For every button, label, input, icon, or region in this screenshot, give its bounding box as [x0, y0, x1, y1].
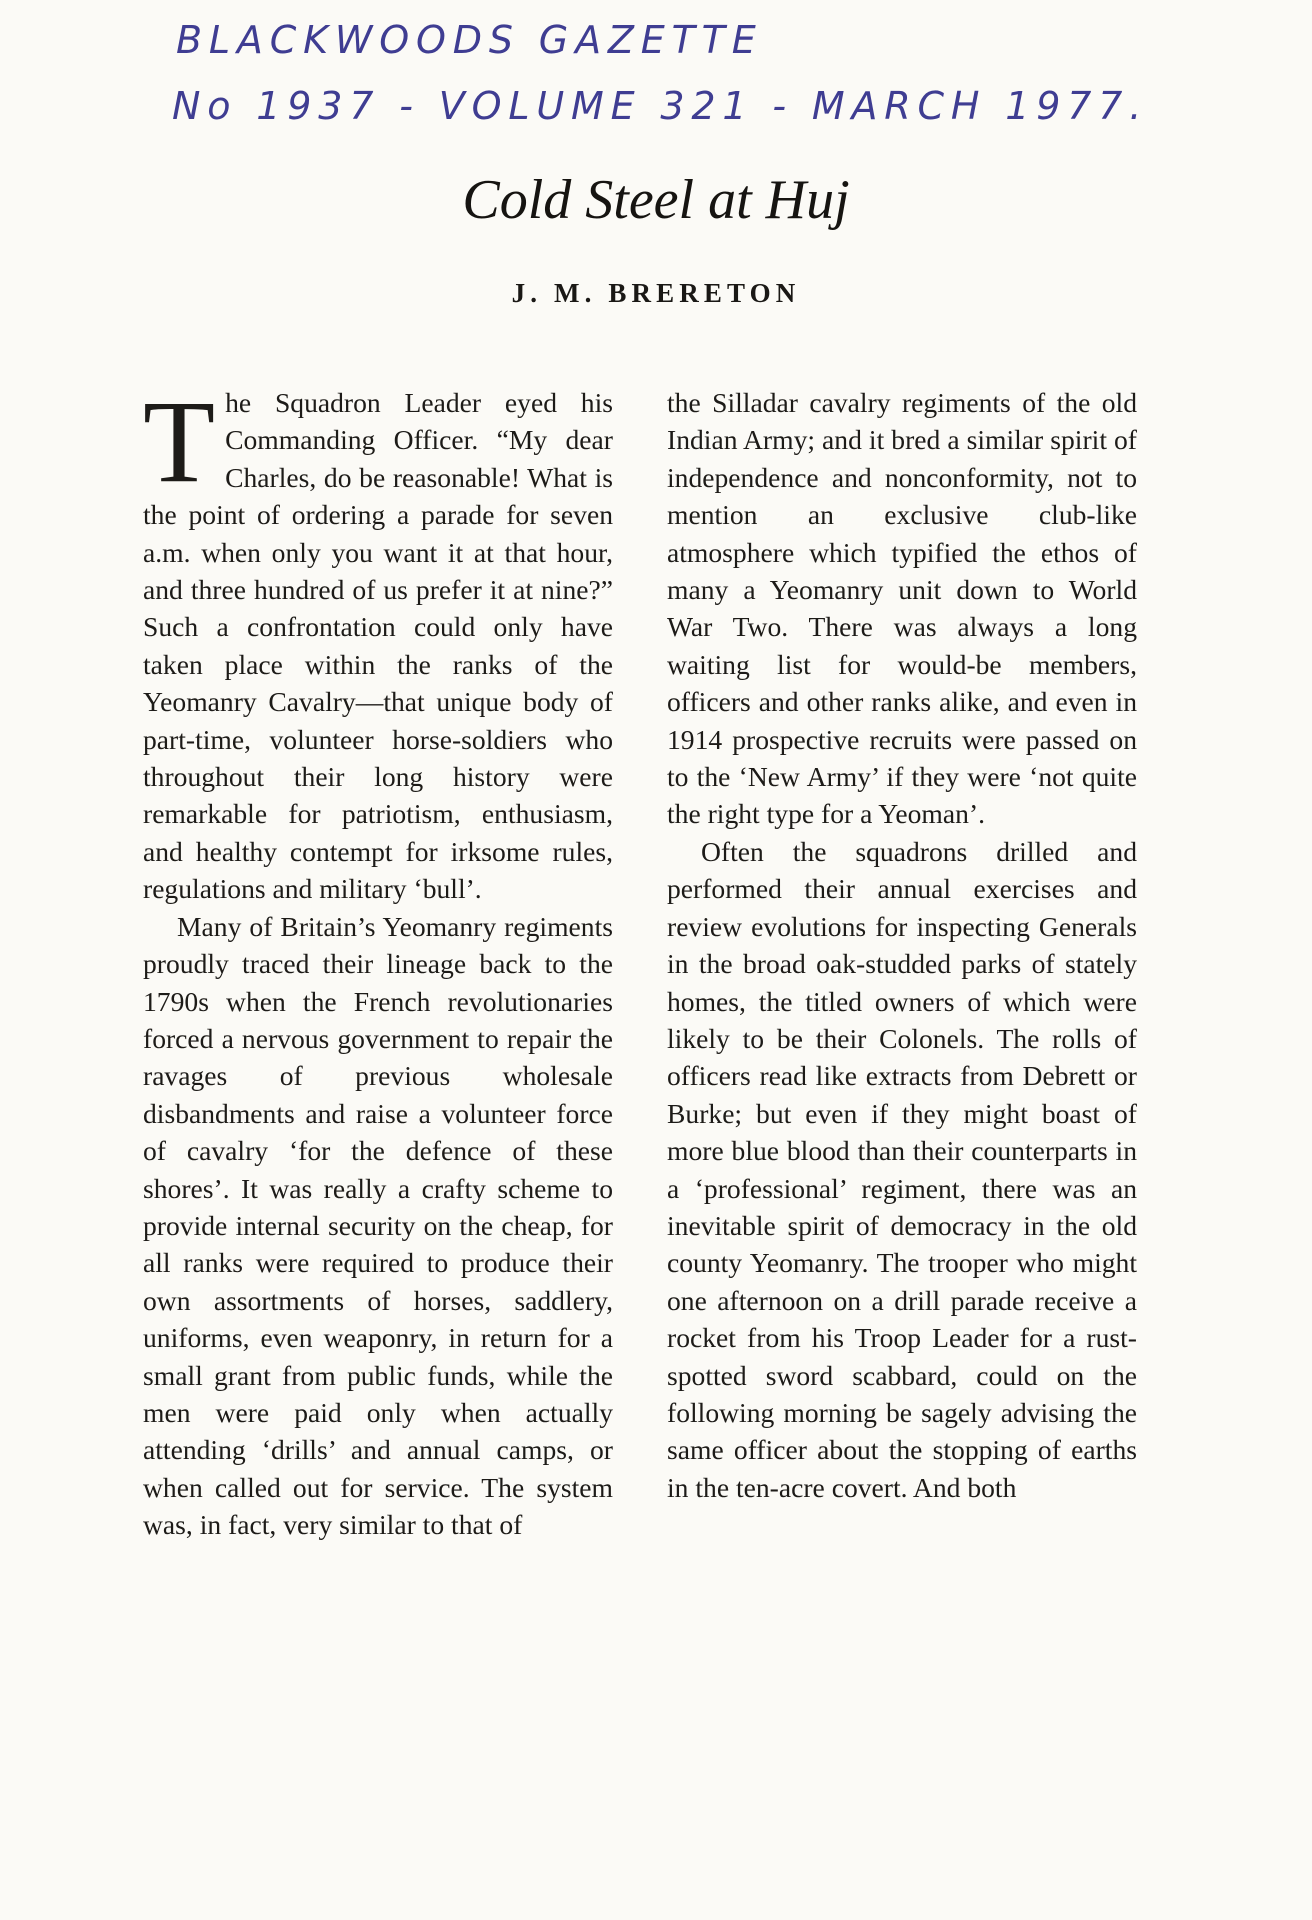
annotation-line-1: BLACKWOODS GAZETTE	[176, 18, 763, 62]
paragraph: the Silladar cavalry regiments of the old Indian Army; and it bred a similar spirit of independence and nonconformity, not to mention an exclusive club-like atmosphere which typified the ethos of many a Yeomanry unit down to World War Two. There was always a long waiting list for would-be members, officers and other ranks alike, and even in 1914 prospective recruits were passed on to the ‘New Army’ if they were ‘not quite the right type for a Yeoman’.	[667, 387, 1137, 830]
paragraph: Often the squadrons drilled and performed their annual exercises and review evolutions for inspecting Generals in the broad oak-studded parks of stately homes, the titled owners of which were likely to be their Colonels. The rolls of officers read like extracts from Debrett or Burke; but even if they might boast of more blue blood than their counterparts in a ‘professional’ regiment, there was an inevitable spirit of democracy in the old county Yeomanry. The trooper who might one afternoon on a drill parade receive a rocket from his Troop Leader for a rust-spotted sword scabbard, could on the following morning be sagely advising the same officer about the stopping of earths in the ten-acre covert. And both	[667, 835, 1137, 1503]
paragraph-text: he Squadron Leader eyed his Commanding Officer. “My dear Charles, do be reasonable! What is the point of ordering a parade for seven a.m. when only you want it at that hour, and three hundred of us prefer it at nine?” Such a confrontation could only have taken place within the ranks of the Yeomanry Cavalry—that unique body of part-time, volunteer horse-soldiers who throughout their long history were remarkable for patriotism, enthusiasm, and healthy contempt for irksome rules, regulations and military ‘bull’.	[143, 387, 613, 905]
annotation-line-2: No 1937 - VOLUME 321 - MARCH 1977.	[172, 84, 1149, 128]
paragraph	[143, 376, 613, 908]
right-column	[667, 384, 1137, 1506]
drop-cap: T	[143, 376, 216, 507]
article-title: Cold Steel at Huj	[462, 169, 850, 231]
left-column	[143, 376, 613, 1544]
article-author: J. M. BRERETON	[511, 278, 801, 308]
paragraph: Many of Britain’s Yeomanry regiments proudly traced their lineage back to the 1790s when the French revolutionaries forced a nervous government to repair the ravages of previous wholesale disbandments and raise a volunteer force of cavalry ‘for the defence of these shores’. It was really a crafty scheme to provide internal security on the cheap, for all ranks were required to produce their own assortments of horses, saddlery, uniforms, even weaponry, in return for a small grant from public funds, while the men were paid only when actually attending ‘drills’ and annual camps, or when called out for service. The system was, in fact, very similar to that of	[143, 910, 613, 1541]
